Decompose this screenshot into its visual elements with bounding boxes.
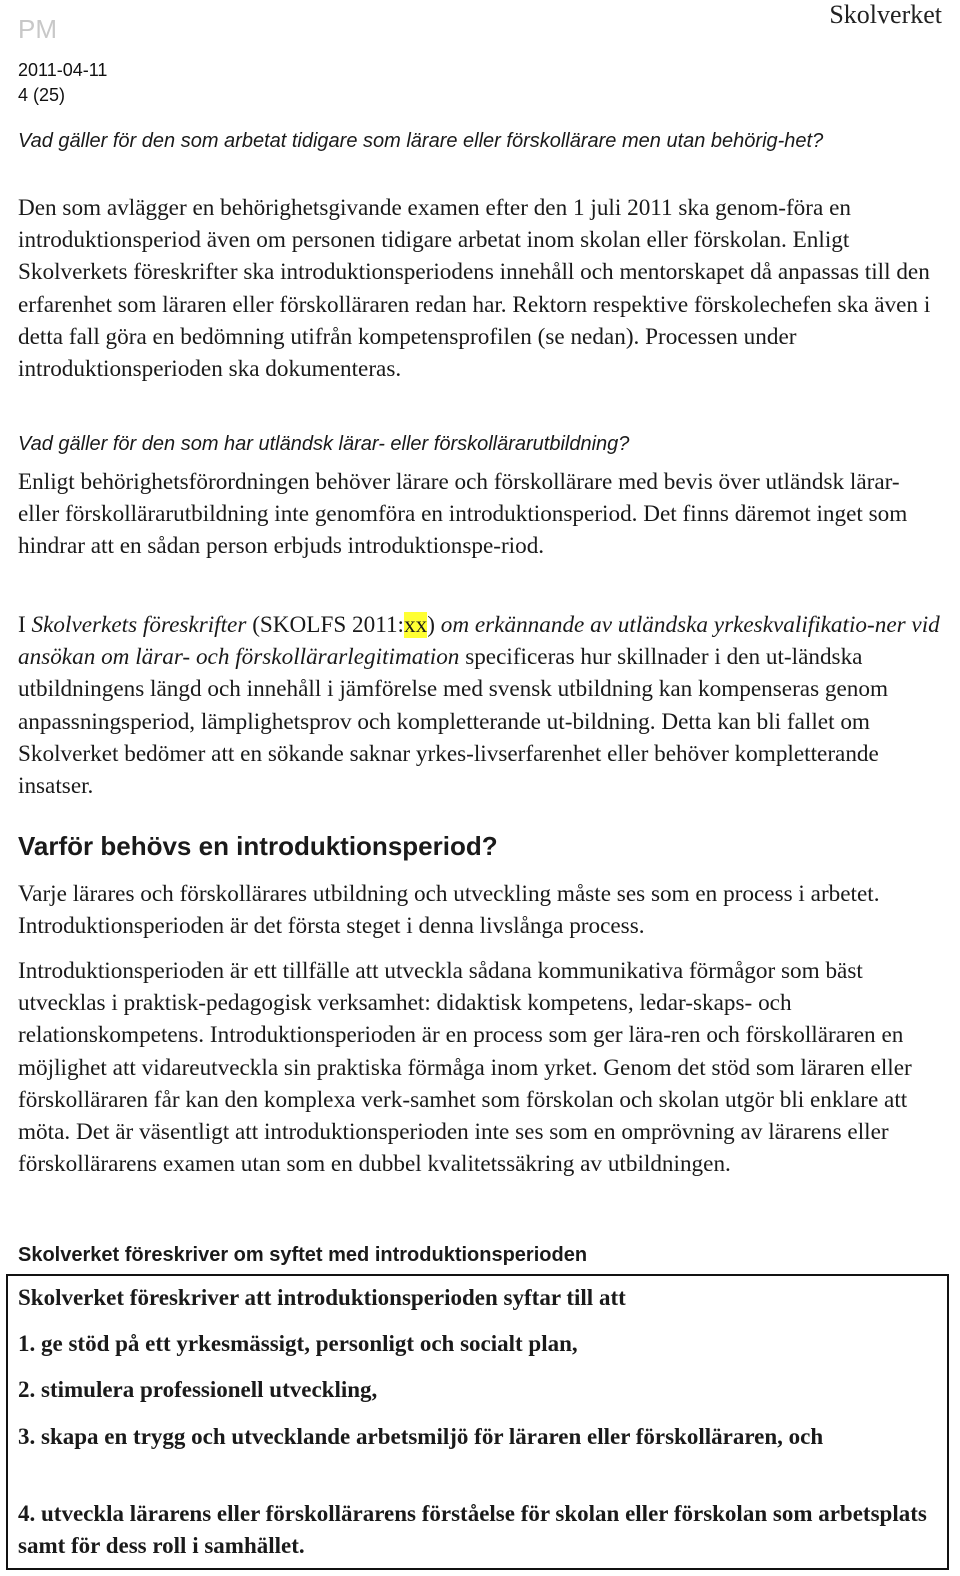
page-number: 4 (25) xyxy=(18,85,66,105)
document-meta xyxy=(18,58,107,108)
purpose-intro: Skolverket föreskriver att introduktionsperioden syftar till att xyxy=(18,1285,626,1310)
p3-text-start: I xyxy=(18,612,32,638)
document-date: 2011-04-11 xyxy=(18,60,108,80)
p3-text-rest: specificeras hur skillnader i den ut-ländska utbildningens längd och innehåll i jämförelse med svensk utbildning kan kompenseras genom anpassningsperiod, lämplighetsprov och kompletterande ut-bildning. Detta kan bli fallet om Skolverket bedömer att en sökande saknar yrkes-livserfarenhet eller behöver kompletterande insatser. xyxy=(18,644,889,800)
organization-name: Skolverket xyxy=(829,0,942,29)
p3-italic-regulation: Skolverkets föreskrifter xyxy=(31,612,247,638)
paragraph-why-1: Varje lärares och förskollärares utbildning och utveckling måste ses som en process i arbetet. Introduktionsperioden är det första steget i denna livslånga process. xyxy=(18,881,880,940)
question-prior-experience: Vad gäller för den som arbetat tidigare som lärare eller förskollärare men utan behörig-het? xyxy=(18,130,824,152)
section-heading-why: Varför behövs en introduktionsperiod? xyxy=(18,831,498,861)
section-heading-purpose: Skolverket föreskriver om syftet med introduktionsperioden xyxy=(18,1244,588,1266)
p3-text-mid2: ) xyxy=(427,612,441,638)
purpose-item: 4. utveckla lärarens eller förskollärarens förståelse för skolan eller förskolan som arbetsplats samt för dess roll i samhället. xyxy=(18,1501,927,1558)
p3-text-mid: (SKOLFS 2011: xyxy=(246,612,405,638)
paragraph-prior-experience: Den som avlägger en behörighetsgivande examen efter den 1 juli 2011 ska genom-föra en introduktionsperiod även om personen tidigare arbetat inom skolan eller förskolan. Enligt Skolverkets föreskrifter ska introduktionsperiodens innehåll och mentorskapet då anpassas till den erfarenhet som läraren eller förskolläraren redan har. Rektorn respektive förskolechefen ska även i detta fall göra en bedömning utifrån kompetensprofilen (se nedan). Processen under introduktionsperioden ska dokumenteras. xyxy=(18,195,931,383)
paragraph-skolfs-regulation xyxy=(18,609,942,802)
highlighted-placeholder: xx xyxy=(404,612,428,638)
purpose-item: 1. ge stöd på ett yrkesmässigt, personligt och socialt plan, xyxy=(18,1331,578,1356)
question-foreign-education: Vad gäller för den som har utländsk lärar- eller förskollärarutbildning? xyxy=(18,433,630,455)
paragraph-foreign-education: Enligt behörighetsförordningen behöver lärare och förskollärare med bevis över utländsk lärar- eller förskollärarutbildning inte genomföra en introduktionsperiod. Det finns däremot inget som hindrar att en sådan person erbjuds introduktionspe-riod. xyxy=(18,469,908,560)
p3-italic-title: om erkännande av utländska yrkeskvalifikatio-ner vid ansökan om lärar- och förskollärarlegitimation xyxy=(18,612,940,671)
document-type-label: PM xyxy=(18,14,57,44)
purpose-item: 2. stimulera professionell utveckling, xyxy=(18,1377,378,1402)
purpose-item: 3. skapa en trygg och utvecklande arbetsmiljö för läraren eller förskolläraren, och xyxy=(18,1424,824,1449)
paragraph-why-2: Introduktionsperioden är ett tillfälle att utveckla sådana kommunikativa förmågor som bäst utvecklas i praktisk-pedagogisk verksamhet: didaktisk kompetens, ledar-skaps- och relationskompetens. Introduktionsperioden är en process som ger lära-ren och förskolläraren en möjlighet att vidareutveckla sin praktiska förmåga inom yrket. Genom det stöd som läraren eller förskolläraren får kan den komplexa verk-samhet som förskolan och skolan utgör bli enklare att möta. Det är väsentligt att introduktionsperioden inte ses som en omprövning av lärarens eller förskollärarens examen utan som en dubbel kvalitetssäkring av utbildningen. xyxy=(18,958,912,1178)
purpose-box xyxy=(6,1274,949,1570)
